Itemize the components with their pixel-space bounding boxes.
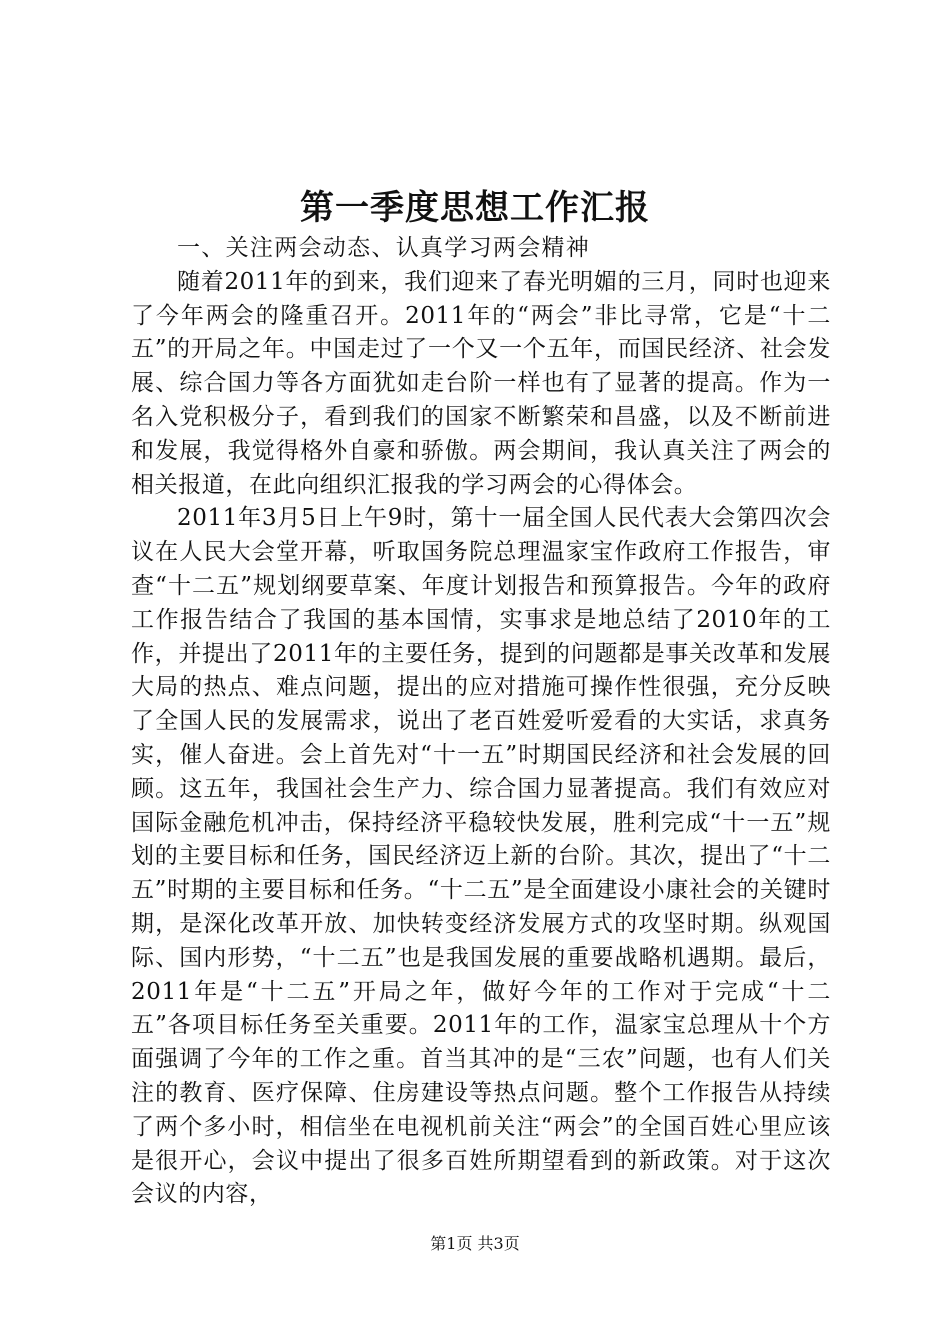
document-body <box>131 232 831 1212</box>
document-title: 第一季度思想工作汇报 <box>300 188 650 228</box>
page-number-footer: 第1页 共3页 <box>430 1234 520 1253</box>
paragraph-1: 随着2011年的到来，我们迎来了春光明媚的三月，同时也迎来了今年两会的隆重召开。2011年的“两会”非比寻常，它是“十二五”的开局之年。中国走过了一个又一个五年，而国民经济、社会发展、综合国力等各方面犹如走台阶一样也有了显著的提高。作为一名入党积极分子，看到我们的国家不断繁荣和昌盛，以及不断前进和发展，我觉得格外自豪和骄傲。两会期间，我认真关注了两会的相关报道，在此向组织汇报我的学习两会的心得体会。 <box>131 268 831 498</box>
paragraph-2: 2011年3月5日上午9时，第十一届全国人民代表大会第四次会议在人民大会堂开幕，听取国务院总理温家宝作政府工作报告，审查“十二五”规划纲要草案、年度计划报告和预算报告。今年的政府工作报告结合了我国的基本国情，实事求是地总结了2010年的工作，并提出了2011年的主要任务，提到的问题都是事关改革和发展大局的热点、难点问题，提出的应对措施可操作性很强，充分反映了全国人民的发展需求，说出了老百姓爱听爱看的大实话，求真务实，催人奋进。会上首先对“十一五”时期国民经济和社会发展的回顾。这五年，我国社会生产力、综合国力显著提高。我们有效应对国际金融危机冲击，保持经济平稳较快发展，胜利完成“十一五”规划的主要目标和任务，国民经济迈上新的台阶。其次，提出了“十二五”时期的主要目标和任务。“十二五”是全面建设小康社会的关键时期，是深化改革开放、加快转变经济发展方式的攻坚时期。纵观国际、国内形势，“十二五”也是我国发展的重要战略机遇期。最后，2011年是“十二五”开局之年，做好今年的工作对于完成“十二五”各项目标任务至关重要。2011年的工作，温家宝总理从十个方面强调了今年的工作之重。首当其冲的是“三农”问题，也有人们关注的教育、医疗保障、住房建设等热点问题。整个工作报告从持续了两个多小时，相信坐在电视机前关注“两会”的全国百姓心里应该是很开心，会议中提出了很多百姓所期望看到的新政策。对于这次会议的内容， <box>131 505 831 1208</box>
section-heading: 一、关注两会动态、认真学习两会精神 <box>177 235 591 261</box>
